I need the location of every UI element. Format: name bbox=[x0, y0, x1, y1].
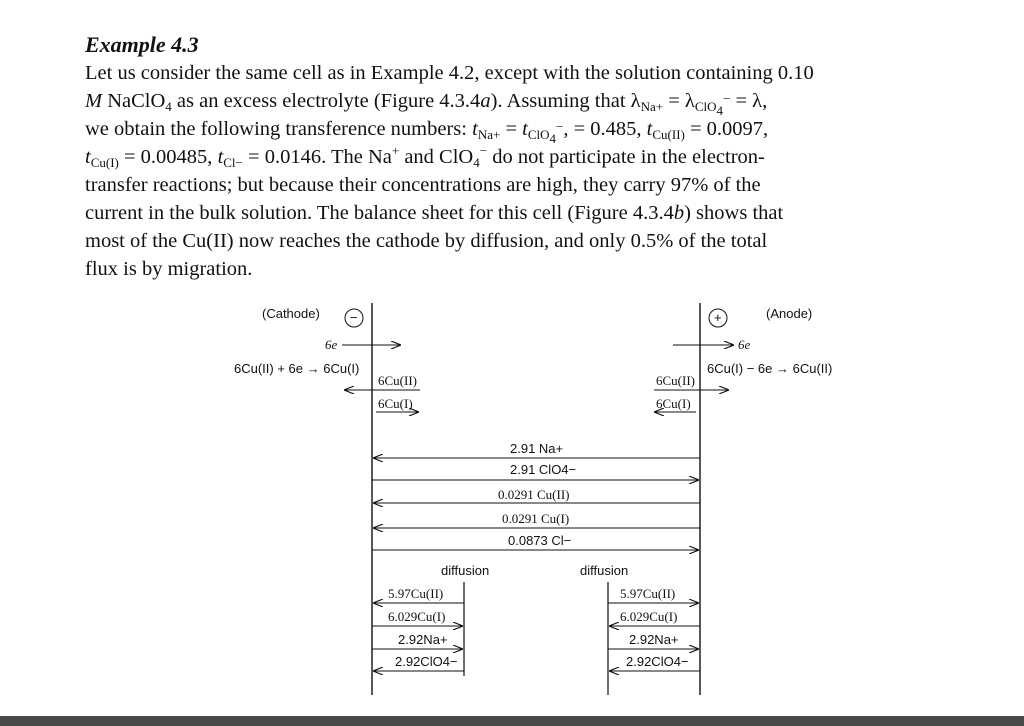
anode-diff-na: 2.92Na+ bbox=[629, 632, 679, 647]
anode-diff-clo4: 2.92ClO4− bbox=[626, 654, 689, 669]
flux-na: 2.91 Na+ bbox=[510, 441, 564, 456]
diffusion-label-anode: diffusion bbox=[580, 563, 629, 578]
flux-cu2: 0.0291 Cu(II) bbox=[498, 487, 570, 502]
cathode-diff-cu1: 6.029Cu(I) bbox=[388, 609, 446, 624]
paragraph-line: $t_{Cu(I)} = 0.00485$, $t_{Cl-} = 0.0146$. The Na+ and ClO$_4$− do not participate in the electron- bbox=[85, 143, 765, 170]
cathode-reaction: 6Cu(II) + 6e → 6Cu(I) bbox=[234, 361, 360, 376]
flux-cu1: 0.0291 Cu(I) bbox=[502, 511, 570, 526]
anode-diff-cu1: 6.029Cu(I) bbox=[620, 609, 678, 624]
cathode-diff-clo4: 2.92ClO4− bbox=[395, 654, 458, 669]
anode-sign: + bbox=[714, 310, 722, 325]
paragraph-line: M NaClO$_4$ as an excess electrolyte (Figure 4.3.4a). Assuming that $\lambda_{Na+} = \lambda_{ClO_4^-} = \lambda$, bbox=[85, 90, 768, 118]
cathode-diff-cu2: 5.97Cu(II) bbox=[388, 586, 444, 601]
paragraph-line: Let us consider the same cell as in Example 4.2, except with the solution containing 0.10 bbox=[85, 62, 814, 84]
anode-species-cu2: 6Cu(II) bbox=[656, 373, 695, 388]
paragraph-line: flux is by migration. bbox=[85, 258, 253, 280]
electrons-anode: 6e bbox=[738, 337, 751, 352]
bottom-border bbox=[0, 716, 1024, 726]
cathode-species-cu2: 6Cu(II) bbox=[378, 373, 417, 388]
anode-species-cu1: 6Cu(I) bbox=[656, 396, 691, 411]
flux-cl: 0.0873 Cl− bbox=[508, 533, 572, 548]
example-heading: Example 4.3 bbox=[85, 32, 199, 57]
anode-label: (Anode) bbox=[766, 306, 813, 321]
flux-clo4: 2.91 ClO4− bbox=[510, 462, 577, 477]
anode-reaction: 6Cu(I) − 6e → 6Cu(II) bbox=[707, 361, 833, 376]
electrons-cathode: 6e bbox=[325, 337, 338, 352]
anode-diff-cu2: 5.97Cu(II) bbox=[620, 586, 676, 601]
paragraph-line: current in the bulk solution. The balance sheet for this cell (Figure 4.3.4b) shows that bbox=[85, 202, 784, 224]
cathode-label: (Cathode) bbox=[262, 306, 320, 321]
paragraph-line: transfer reactions; but because their concentrations are high, they carry 97% of the bbox=[85, 174, 761, 196]
paragraph-line: most of the Cu(II) now reaches the cathode by diffusion, and only 0.5% of the total bbox=[85, 230, 768, 252]
cathode-species-cu1: 6Cu(I) bbox=[378, 396, 413, 411]
cathode-sign: − bbox=[350, 310, 358, 325]
diffusion-label-cathode: diffusion bbox=[441, 563, 490, 578]
cathode-diff-na: 2.92Na+ bbox=[398, 632, 448, 647]
paragraph-line: we obtain the following transference numbers: $t_{Na+} = t_{ClO_4^-}$, = 0.485, $t_{Cu(II)} = 0.0097$, bbox=[85, 118, 769, 146]
